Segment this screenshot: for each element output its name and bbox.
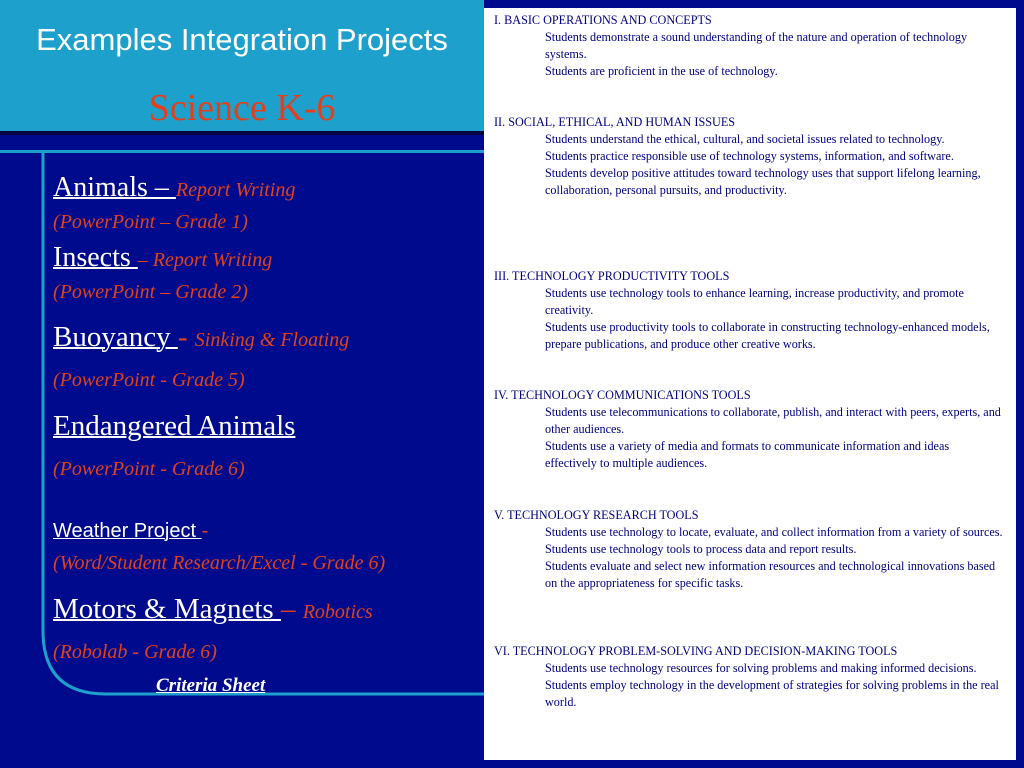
title-header [0,0,484,131]
standard-heading: VI. TECHNOLOGY PROBLEM-SOLVING AND DECISION-MAKING TOOLS [494,644,898,658]
project-description: Robotics [302,601,373,623]
project-name: Weather Project [53,520,202,542]
project-name: Endangered Animals [53,410,296,442]
standard-item: Students employ technology in the development of strategies for solving problems in the real world. [545,678,999,709]
criteria-sheet-link[interactable]: Criteria Sheet [156,675,266,696]
project-link-endangered-animals[interactable] [53,410,295,443]
standard-section [484,643,1016,711]
standard-heading: III. TECHNOLOGY PRODUCTIVITY TOOLS [494,269,730,283]
standard-item: Students are proficient in the use of technology. [545,64,778,78]
project-grade-note: (PowerPoint – Grade 2) [53,281,248,303]
project-dash: - [177,321,195,353]
standard-item: Students use technology tools to enhance learning, increase productivity, and promote creativity. [545,286,964,317]
standard-item: Students practice responsible use of technology systems, information, and software. [545,149,954,163]
project-name: Insects [53,242,138,273]
standard-item: Students evaluate and select new information resources and technological innovations based on the appropriateness for specific tasks. [545,559,996,590]
project-grade-note: (PowerPoint - Grade 5) [53,369,245,391]
project-grade-note: (Robolab - Grade 6) [53,641,217,663]
slide-title: Examples Integration Projects [36,22,448,57]
standard-section [484,114,1016,199]
project-link-weather-project[interactable] [53,520,208,543]
standard-heading: V. TECHNOLOGY RESEARCH TOOLS [494,508,699,522]
project-description: Report Writing [152,249,273,271]
standard-section [484,507,1016,592]
standard-heading: IV. TECHNOLOGY COMMUNICATIONS TOOLS [494,388,751,402]
project-grade-note: (PowerPoint – Grade 1) [53,211,248,233]
standard-item: Students use technology to locate, evaluate, and collect information from a variety of sources. [545,525,1003,539]
project-name: Motors & Magnets [53,593,281,625]
project-name: Buoyancy [53,321,178,353]
standard-item: Students use productivity tools to collaborate in constructing technology-enhanced models, prepare publications, and produce other creative works. [545,320,990,351]
standard-item: Students use technology tools to process data and report results. [545,542,857,556]
project-dash: – [280,593,303,625]
standard-item: Students develop positive attitudes toward technology uses that support lifelong learning, collaboration, personal pursuits, and productivity. [545,166,981,197]
standard-item: Students demonstrate a sound understanding of the nature and operation of technology systems. [545,30,968,61]
standard-section [484,12,1016,80]
project-name: Animals – [53,172,176,203]
standard-heading: II. SOCIAL, ETHICAL, AND HUMAN ISSUES [494,115,736,129]
slide-subtitle: Science K-6 [148,87,336,129]
project-dash: - [201,520,209,542]
header-shadow-strip [0,131,484,135]
project-description: Report Writing [175,179,296,201]
project-grade-note: (PowerPoint - Grade 6) [53,458,245,480]
standard-item: Students use a variety of media and formats to communicate information and ideas effectively to multiple audiences. [545,439,950,470]
standard-heading: I. BASIC OPERATIONS AND CONCEPTS [494,13,712,27]
standard-section [484,387,1016,472]
project-grade-note: (Word/Student Research/Excel - Grade 6) [53,552,386,574]
standards-panel [484,8,1016,760]
project-link-motors-magnets[interactable] [53,593,373,626]
standard-item: Students use telecommunications to collaborate, publish, and interact with peers, experts, and other audiences. [545,405,1001,436]
project-link-animals[interactable] [53,172,295,204]
project-description: Sinking & Floating [194,329,350,351]
project-dash: – [137,249,153,271]
standard-item: Students understand the ethical, cultural, and societal issues related to technology. [545,132,945,146]
project-link-insects[interactable] [53,242,272,274]
project-link-buoyancy[interactable] [53,321,349,354]
standard-item: Students use technology resources for solving problems and making informed decisions. [545,661,977,675]
standard-section [484,268,1016,353]
